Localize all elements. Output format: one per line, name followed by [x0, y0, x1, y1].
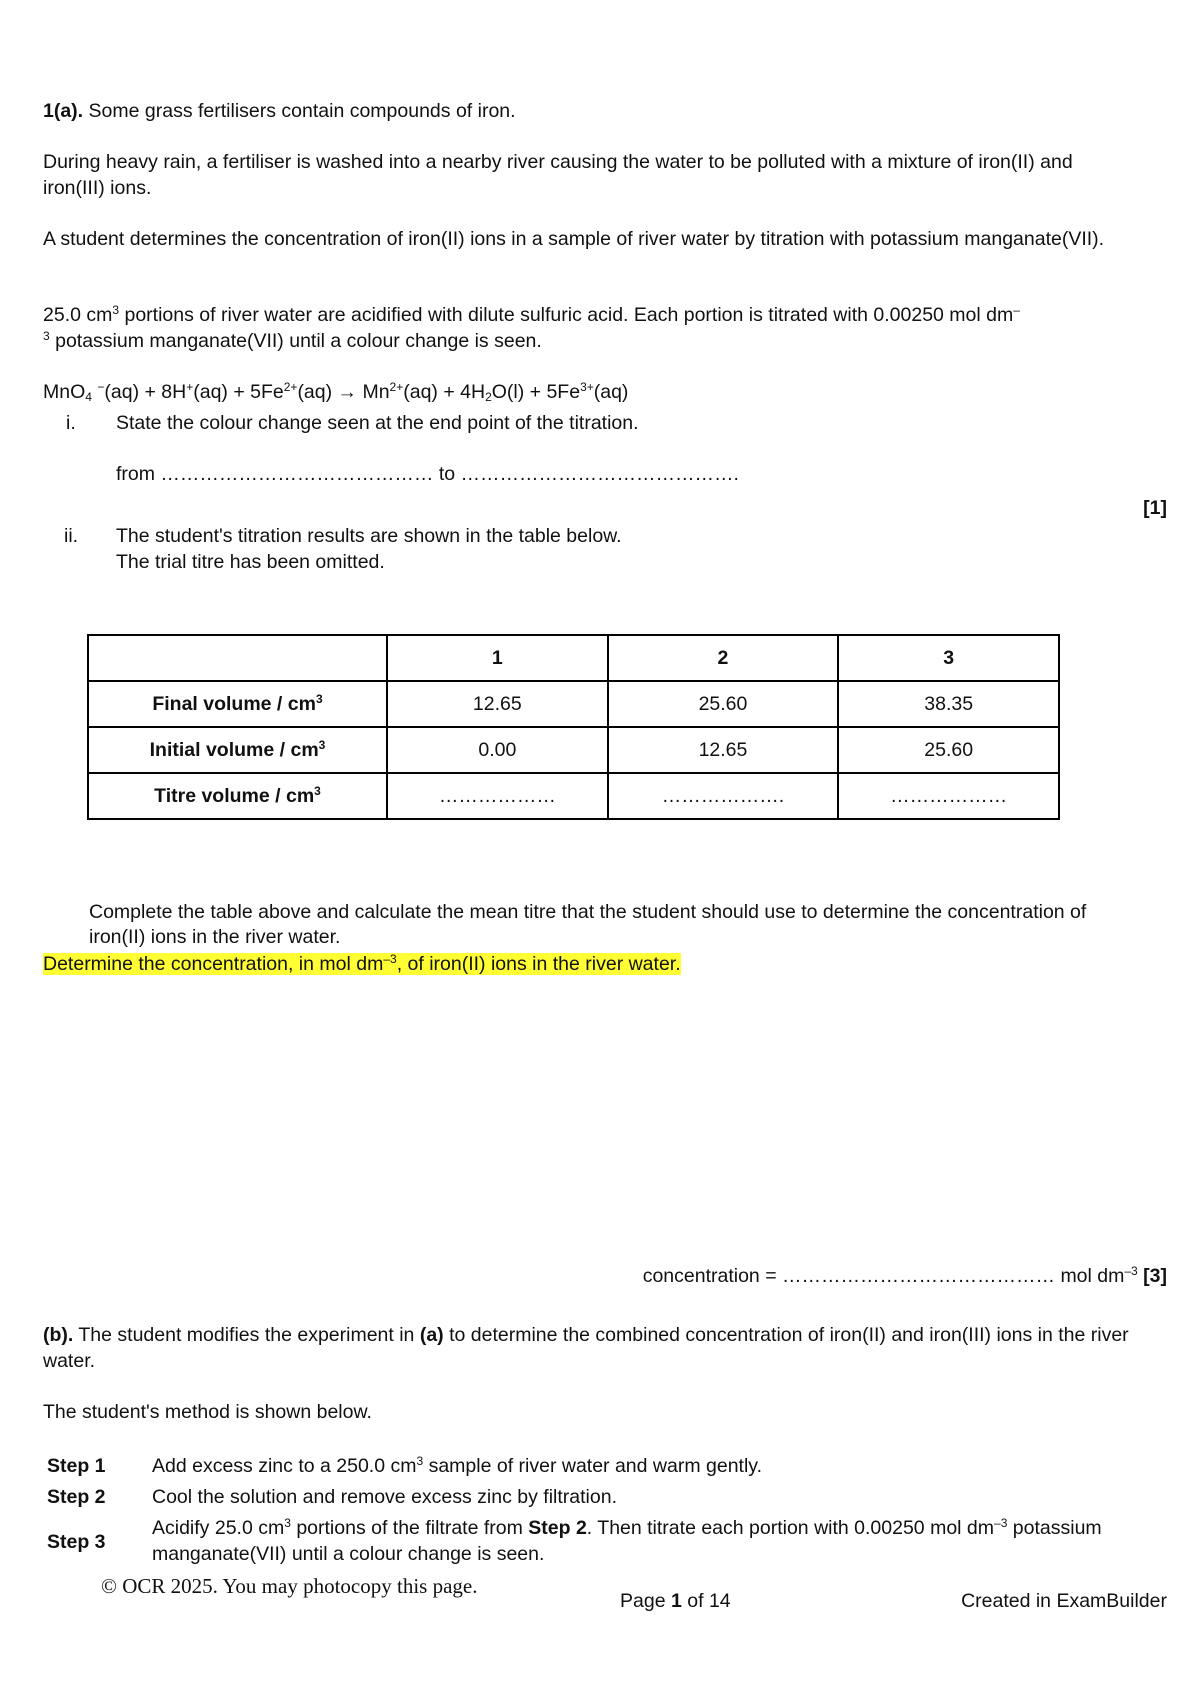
question-b-label: (b).	[43, 1324, 74, 1346]
intro-text: Some grass fertilisers contain compounds of iron.	[88, 100, 516, 122]
table-cell: 0.00	[387, 727, 608, 773]
paragraph-2: A student determines the concentration of iron(II) ions in a sample of river water by titration with potassium manganate(VII).	[43, 228, 1105, 250]
q1b-text-a: The student modifies the experiment in	[73, 1324, 420, 1346]
row-label: Initial volume / $cm^3$	[88, 727, 387, 773]
table-header-row	[88, 635, 1059, 681]
answer-prefix: concentration =	[642, 1265, 783, 1287]
row-label: Titre volume / $cm^3$	[88, 773, 387, 819]
concentration-answer-line	[643, 1263, 1167, 1289]
colour-change-answer-line	[116, 461, 739, 487]
table-corner-cell	[88, 635, 387, 681]
concentration-answer-field[interactable]: ……………………………………	[782, 1265, 1056, 1287]
part-ii-number: ii.	[64, 525, 79, 547]
step-2-text: Cool the solution and remove excess zinc by filtration.	[152, 1486, 617, 1508]
para3-part-a: 25.0 cm	[43, 304, 113, 326]
part-i-text: State the colour change seen at the end point of the titration.	[116, 412, 639, 434]
mark-allocation-ii: [3]	[1143, 1265, 1167, 1287]
question-1b	[43, 1322, 1133, 1374]
to-answer-field[interactable]: …………………………………….	[460, 463, 739, 485]
column-header: 2	[608, 635, 839, 681]
chemical-equation: MnO$_4$ $^-(aq) + 8H^+(aq) + 5Fe^{2+}(aq) \to Mn^{2+}(aq) + 4H_2O(l) + 5Fe^{3+}(aq)$	[43, 380, 629, 404]
step-1-text: Add excess zinc to a 250.0 $cm^3$ sample of river water and warm gently.	[152, 1454, 763, 1477]
part-ii-text-2: The trial titre has been omitted.	[116, 551, 385, 573]
question-label: 1(a).	[43, 100, 84, 122]
table-cell: 25.60	[838, 727, 1059, 773]
table-row	[88, 773, 1059, 819]
q1b-text-b: to determine the combined concentration of iron(II) and iron(III) ions in the river water.	[43, 1324, 1129, 1372]
determine-instruction	[43, 951, 681, 977]
question-1a-intro	[43, 98, 516, 124]
part-i-number: i.	[66, 412, 76, 434]
mark-allocation-i: [1]	[1143, 497, 1167, 519]
table-cell: 25.60	[608, 681, 839, 727]
column-header: 1	[387, 635, 608, 681]
footer-created: Created in ExamBuilder	[961, 1590, 1167, 1612]
page-total: 14	[708, 1590, 731, 1612]
table-row	[88, 681, 1059, 727]
step-2-label: Step 2	[47, 1486, 106, 1508]
titration-results-table	[87, 634, 1060, 820]
step-3-text: Acidify 25.0 $cm^3$ portions of the filtrate from Step 2. Then titrate each portion with 0.00250 mol $dm^{-3}$ potassium manganate(VII) until a colour change is seen.	[152, 1516, 1102, 1565]
column-header: 3	[838, 635, 1059, 681]
highlighted-text: Determine the concentration, in mol $dm^{-3}$, of iron(II) ions in the river water.	[43, 952, 681, 975]
table-cell: 12.65	[608, 727, 839, 773]
footer-copyright: © OCR 2025. You may photocopy this page.	[101, 1574, 478, 1598]
from-answer-field[interactable]: ……………………………………	[160, 463, 434, 485]
paragraph-3	[43, 302, 1168, 354]
part-ii-text-1: The student's titration results are shown in the table below.	[116, 525, 622, 547]
method-intro: The student's method is shown below.	[43, 1401, 372, 1423]
para3-part-b: portions of river water are acidified with dilute sulfuric acid. Each portion is titrated with 0.00250 mol dm	[119, 304, 1014, 326]
superscript-3: 3	[112, 303, 120, 317]
page-current: 1	[670, 1590, 682, 1612]
para3-part-c: potassium manganate(VII) until a colour change is seen.	[49, 330, 542, 352]
table-cell: 12.65	[387, 681, 608, 727]
step-3-label: Step 3	[47, 1531, 106, 1553]
superscript-3b: 3	[43, 329, 50, 343]
from-label: from	[116, 463, 155, 485]
table-row	[88, 727, 1059, 773]
table-cell: 38.35	[838, 681, 1059, 727]
page-prefix: Page	[620, 1590, 671, 1612]
titre-answer-cell[interactable]: ………………	[387, 773, 608, 819]
titre-answer-cell[interactable]: ………………	[838, 773, 1059, 819]
row-label: Final volume / $cm^3$	[88, 681, 387, 727]
paragraph-1: During heavy rain, a fertiliser is washed into a nearby river causing the water to be polluted with a mixture of iron(II) and iron(III) ions.	[43, 151, 1073, 199]
step-1-label: Step 1	[47, 1455, 106, 1477]
footer-page-number	[620, 1588, 731, 1614]
to-label: to	[438, 463, 456, 485]
q1b-text-bold: (a)	[419, 1324, 444, 1346]
page-mid: of	[681, 1590, 709, 1612]
answer-unit: mol $dm^{-3}$	[1060, 1264, 1138, 1287]
complete-table-instruction: Complete the table above and calculate the mean titre that the student should use to determine the concentration of iron(II) ions in the river water.	[89, 901, 1087, 948]
titre-answer-cell[interactable]: ……………….	[608, 773, 839, 819]
superscript-minus: –	[1013, 303, 1020, 317]
